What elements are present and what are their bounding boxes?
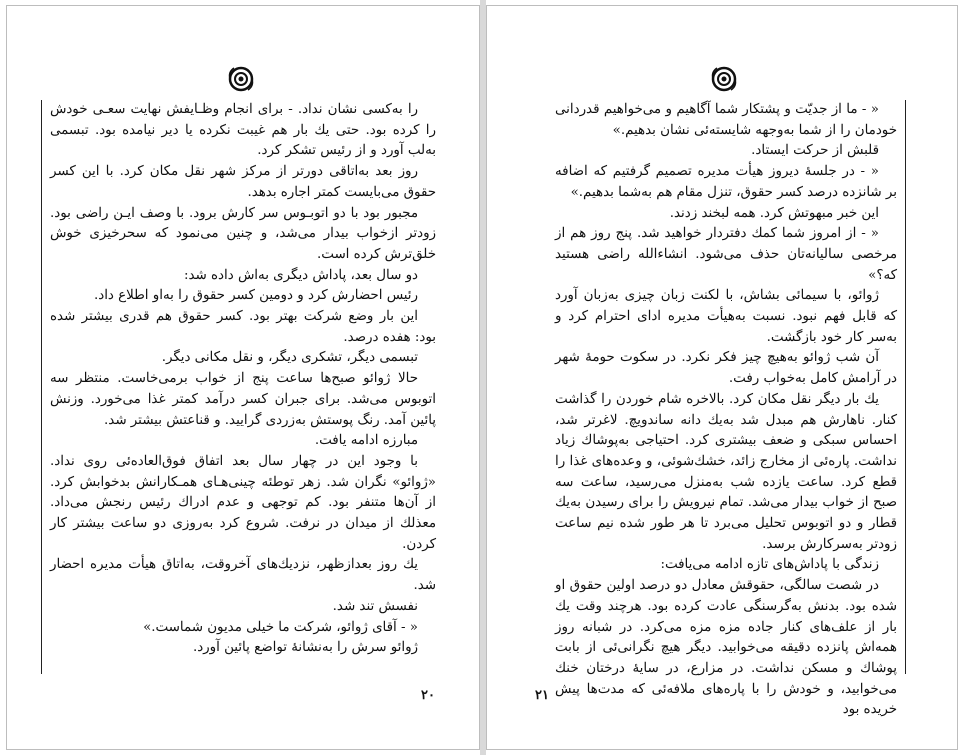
paragraph: یك بار دیگر نقل مکان کرد. بالاخره شام خوردن را گذاشت کنار. ناهارش هم مبدل شد به‌یك دانه ساندویچ. لاغرتر شد، احساس سبکی و ضعف بیشتری کرد. احتیاجی به‌پوشاك زیاد نداشت. پاره‌ئی از مخارج زائد، خشك‌شوئی، و وعده‌های غذا را قطع کرد. ساعت یازده شب به‌منزل می‌رسید، ساعت سه صبح از خواب بیدار می‌شد. تمام نیرویش را برای رسیدن به‌یك قطار و دو اتوبوس تحلیل می‌برد تا هر طور شده نیم ساعت زودتر به‌سرکارش برسد.: [555, 391, 897, 552]
paragraph: مجبور بود با دو اتوبـوس سر کارش برود. با وصف ایـن راضی بود. زودتر ازخواب بیدار می‌شد، و چنین می‌نمود که سحرخیزی خوش خلق‌ترش کرده است.: [50, 205, 436, 262]
paragraph: تبسمی دیگر، تشکری دیگر، و نقل مکانی دیگر.: [161, 350, 418, 366]
ornament-icon: [226, 64, 256, 94]
paragraph: با وجود این در چهار سال بعد اتفاق فوق‌العاده‌ئی روی نداد. «ژوائو» نگران شد. زهر توطئه چینی‌هـای همـکارانش بدخوابش کرد. از آن‌ها متنفر بود. کم توجهی و عدم ادراك رئیس رنجش می‌داد. معذلك از میدان در نرفت. شروع کرد به‌روزی دو ساعت بیشتر کار کردن.: [50, 453, 436, 552]
paragraph: در شصت سالگی، حقوقش معادل دو درصد اولین حقوق او شده بود. بدنش به‌گرسنگی عادت کرده بود. هرچند وقت یك بار از علف‌های کنار جاده مزه مزه می‌کرد. در شبانه روز همه‌اش پانزده دقیقه می‌خوابید. دیگر هیچ نگرانی‌ئی از بابت پوشاك و مسکن نداشت. در مزارع، در سایهٔ درختان خنك می‌خوابید، و خودش را با پاره‌های ملافه‌ئی که مدت‌ها پیش خریده بود: [555, 578, 897, 718]
paragraph: نفسش تند شد.: [332, 598, 418, 614]
paragraph: « - در جلسهٔ دیروز هیأت مدیره تصمیم گرفتیم که اضافه بر شانزده درصد کسر حقوق، تنزل مقام هم به‌شما بدهیم.»: [555, 164, 897, 200]
paragraph: آن شب ژوائو به‌هیچ چیز فکر نکرد. در سکوت حومهٔ شهر در آرامش کامل به‌خواب رفت.: [555, 350, 897, 387]
ornament-icon: [709, 64, 739, 94]
paragraph: « - ما از جدیّت و پشتکار شما آگاهیم و می‌خواهیم قدردانی خودمان را از شما به‌وجهه شایسته‌ئی نشان بدهیم.»: [555, 102, 897, 138]
paragraph: قلبش از حرکت ایستاد.: [751, 143, 879, 159]
paragraph: این خبر مبهوتش کرد. همه لبخند زدند.: [669, 205, 879, 221]
paragraph: روز بعد به‌اتاقی دورتر از مرکز شهر نقل مکان کرد. با این کسر حقوق می‌بایست کمتر اجاره بدهد.: [50, 164, 436, 200]
paragraph: « - آقای ژوائو، شرکت ما خیلی مدیون شماست.»: [143, 619, 418, 635]
left-page: [6, 5, 480, 750]
paragraph: رئیس احضارش کرد و دومین کسر حقوق را به‌او اطلاع داد.: [93, 288, 418, 304]
paragraph: مبارزه ادامه یافت.: [314, 433, 418, 449]
paragraph: این بار وضع شرکت بهتر بود. کسر حقوق هم قدری بیشتر شده بود: هفده درصد.: [50, 309, 436, 345]
right-page: [486, 5, 958, 750]
left-page-text: [41, 100, 436, 674]
paragraph: یك روز بعدازظهر، نزدیك‌های آخروقت، به‌اتاق هیأت مدیره احضار شد.: [50, 557, 436, 594]
paragraph: دو سال بعد، پاداش دیگری به‌اش داده شد:: [184, 267, 418, 283]
page-number: ۲۱: [535, 688, 549, 703]
paragraph: ژوائو، با سیمائی بشاش، با لکنت زبان چیزی بەزبان آورد که قابل فهم نبود. نسبت به‌هیأت مدیره ادای احترام کرد و به‌سر کار خود بازگشت.: [555, 288, 897, 345]
right-page-text: [555, 100, 906, 718]
paragraph: را به‌کسی نشان نداد. - برای انجام وظـایفش نهایت سعـی خودش را کرده بود. حتی یك بار هم غیبت نکرده یا دیر نیامده بود. تبسمی به‌لب آورد و از رئیس تشکر کرد.: [50, 102, 436, 159]
paragraph: حالا ژوائو صبح‌ها ساعت پنج از خواب برمی‌خاست. منتظر سه اتوبوس می‌شد. برای جبران کسر درآمد کمتر غذا می‌خورد. وزنش پائین آمد. رنگ پوستش به‌زردی گرایید. و قناعتش بیشتر شد.: [50, 371, 436, 428]
paragraph: « - از امروز شما کمك دفتردار خواهید شد. پنج روز هم از مرخصی سالیانه‌تان حذف می‌شود. انشاءالله راضی هستید که؟»: [555, 226, 897, 283]
page-number: ۲۰: [421, 688, 435, 703]
paragraph: زندگی با پاداش‌های تازه ادامه می‌یافت:: [660, 557, 879, 573]
paragraph: ژوائو سرش را به‌نشانهٔ تواضع پائین آورد.: [192, 640, 418, 656]
